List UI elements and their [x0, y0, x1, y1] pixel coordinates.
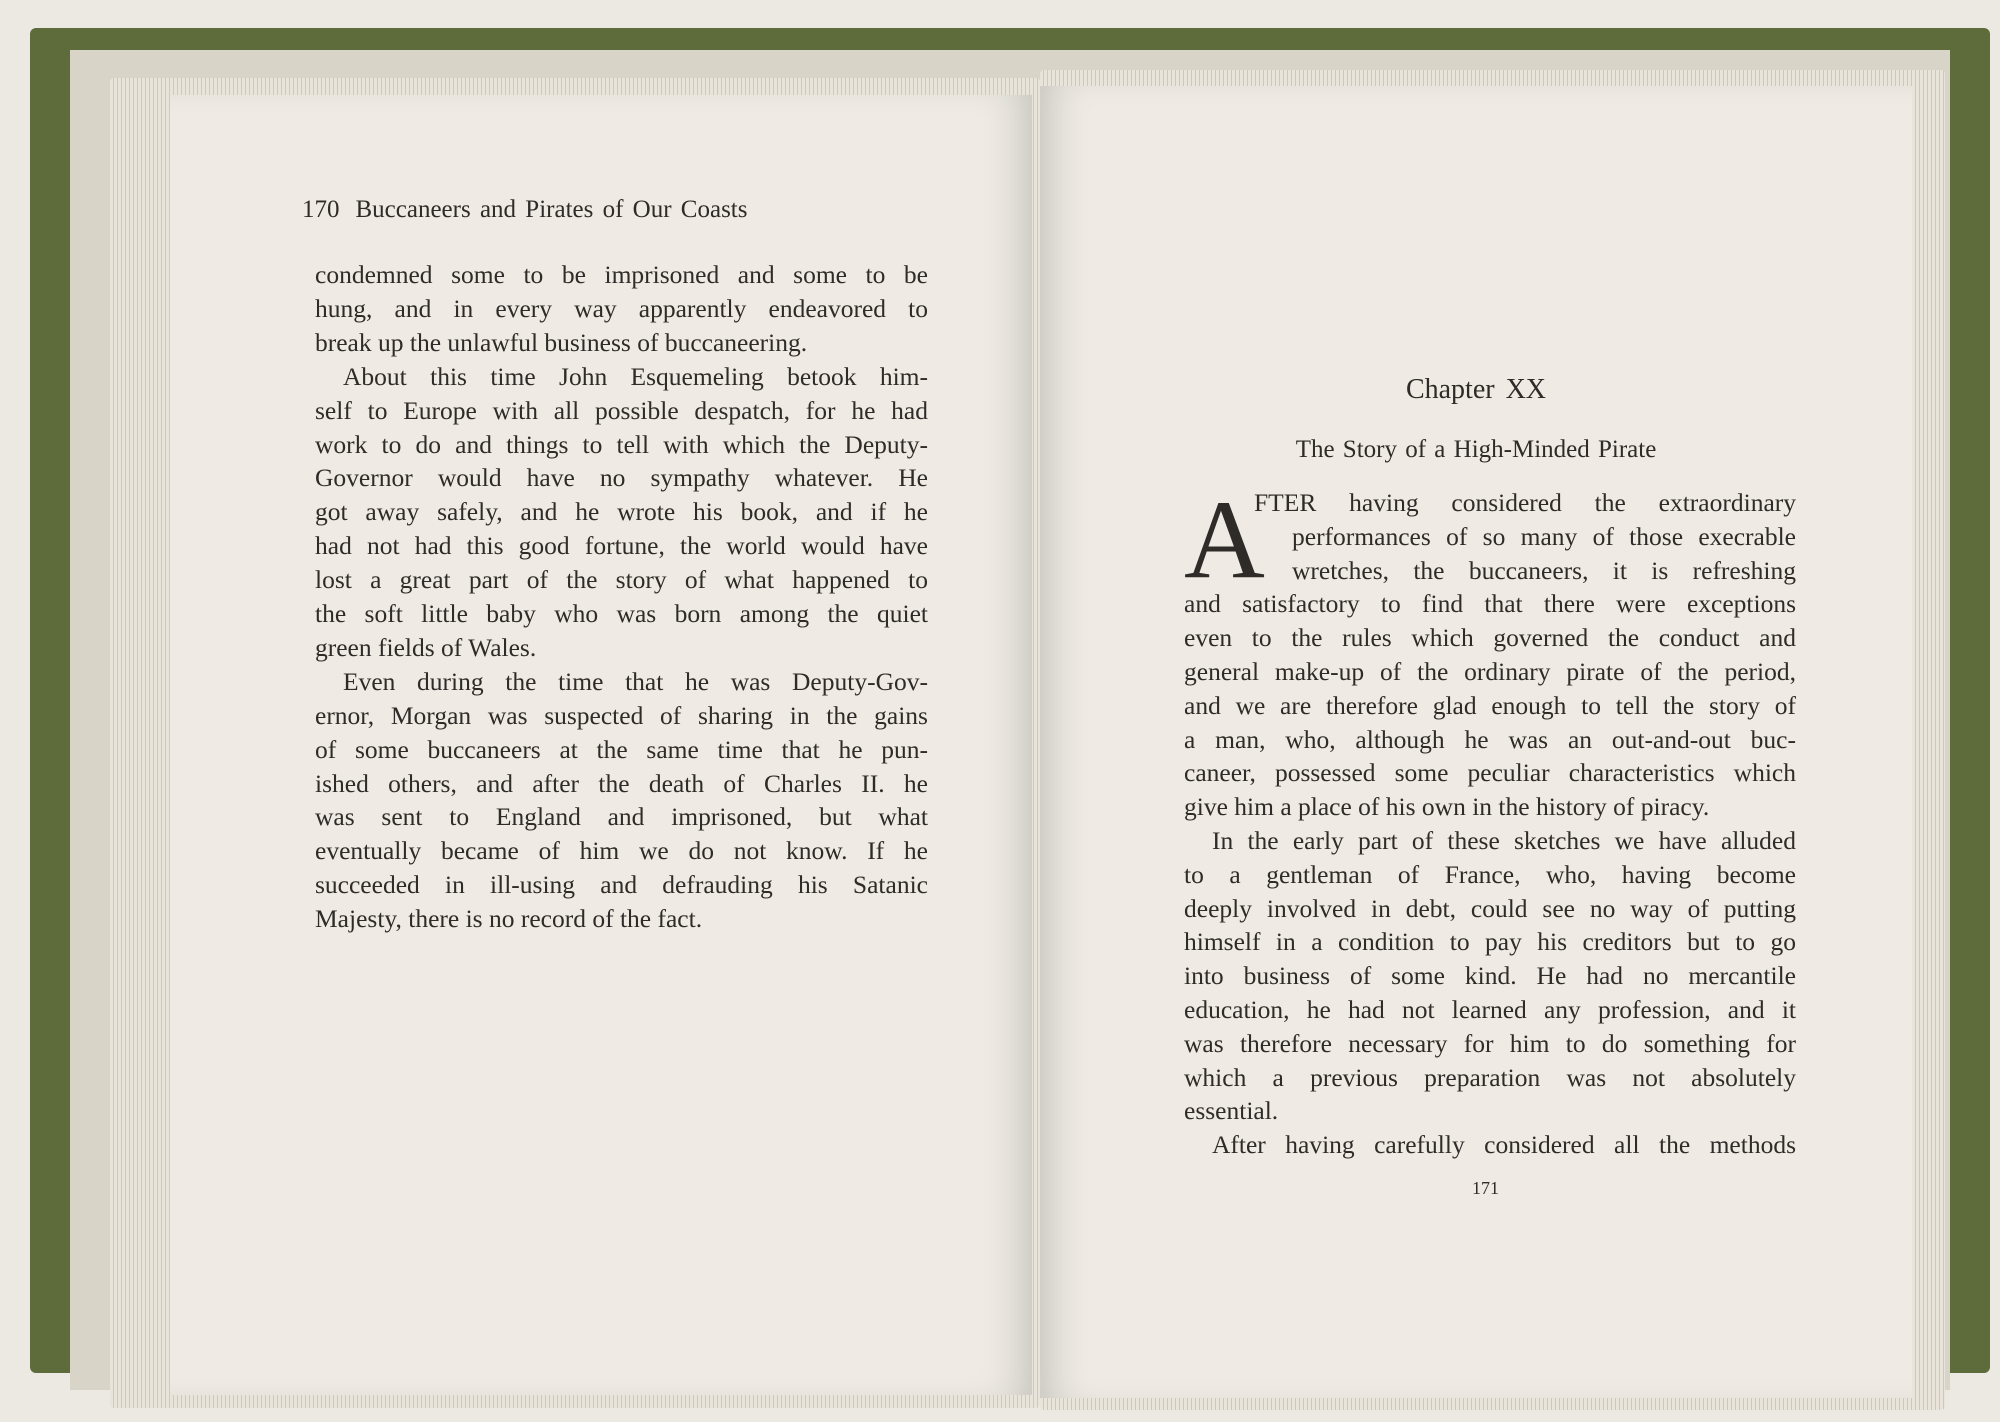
text-line: lost a great part of the story of what happened to	[315, 565, 928, 595]
text-line: deeply involved in debt, could see no way of putting	[1184, 893, 1796, 923]
text-line: a man, who, although he was an out-and-out buc-	[1184, 724, 1796, 754]
text-line: of some buccaneers at the same time that he pun-	[315, 734, 928, 764]
text-line: which a previous preparation was not absolutely	[1184, 1062, 1796, 1092]
text-line: give him a place of his own in the history of piracy.	[1184, 792, 1710, 822]
text-line: self to Europe with all possible despatch, for he had	[315, 395, 928, 425]
text-line: into business of some kind. He had no mercantile	[1184, 961, 1796, 991]
text-line: was therefore necessary for him to do something for	[1184, 1028, 1796, 1058]
text-line: essential.	[1184, 1096, 1279, 1126]
text-line: had not had this good fortune, the world would have	[315, 531, 928, 561]
text-line: hung, and in every way apparently endeavored to	[315, 293, 928, 323]
right-page-number: 171	[1472, 1178, 1499, 1198]
text-line: green fields of Wales.	[315, 632, 537, 662]
chapter-title: The Story of a High-Minded Pirate	[1295, 436, 1657, 463]
text-line: eventually became of him we do not know. If he	[315, 836, 928, 866]
text-line: break up the unlawful business of buccaneering.	[315, 327, 808, 357]
text-line: wretches, the buccaneers, it is refreshing	[1292, 555, 1796, 585]
text-line: After having carefully considered all the methods	[1212, 1130, 1796, 1160]
text-line: was sent to England and imprisoned, but what	[315, 802, 928, 832]
book-title: Buccaneers and Pirates of Our Coasts	[355, 196, 748, 223]
text-line: and satisfactory to find that there were exceptions	[1184, 589, 1796, 619]
text-line: got away safely, and he wrote his book, and if he	[315, 497, 928, 527]
text-line: condemned some to be imprisoned and some to be	[315, 260, 928, 289]
drop-cap: A	[1184, 478, 1265, 602]
left-page-number: 170	[302, 196, 340, 223]
text-line: Even during the time that he was Deputy-Gov-	[343, 666, 928, 696]
text-line: himself in a condition to pay his creditors but to go	[1184, 927, 1796, 957]
text-line: ernor, Morgan was suspected of sharing in the gains	[315, 700, 928, 730]
text-line: and we are therefore glad enough to tell the story of	[1184, 690, 1796, 720]
text-line: Majesty, there is no record of the fact.	[315, 904, 703, 934]
text-line: education, he had not learned any profession, and it	[1184, 995, 1796, 1024]
text-line: work to do and things to tell with which the Deputy-	[315, 429, 928, 459]
text-line: Governor would have no sympathy whatever. He	[315, 463, 928, 493]
text-line: performances of so many of those execrable	[1292, 521, 1796, 551]
text-line: even to the rules which governed the conduct and	[1184, 623, 1796, 653]
running-head	[302, 196, 747, 224]
text-line: In the early part of these sketches we have alluded	[1212, 826, 1796, 855]
text-line: the soft little baby who was born among the quiet	[315, 599, 928, 628]
text-line: ished others, and after the death of Charles II. he	[315, 768, 928, 798]
chapter-heading: Chapter XX	[1405, 374, 1547, 405]
text-line: About this time John Esquemeling betook him-	[343, 361, 928, 391]
text-line: to a gentleman of France, who, having become	[1184, 859, 1796, 889]
text-line: general make-up of the ordinary pirate of the period,	[1184, 657, 1796, 686]
text-line: succeeded in ill-using and defrauding his Satanic	[315, 870, 928, 900]
text-line: FTER having considered the extraordinary	[1254, 488, 1796, 517]
text-line: caneer, possessed some peculiar characteristics which	[1184, 758, 1796, 788]
